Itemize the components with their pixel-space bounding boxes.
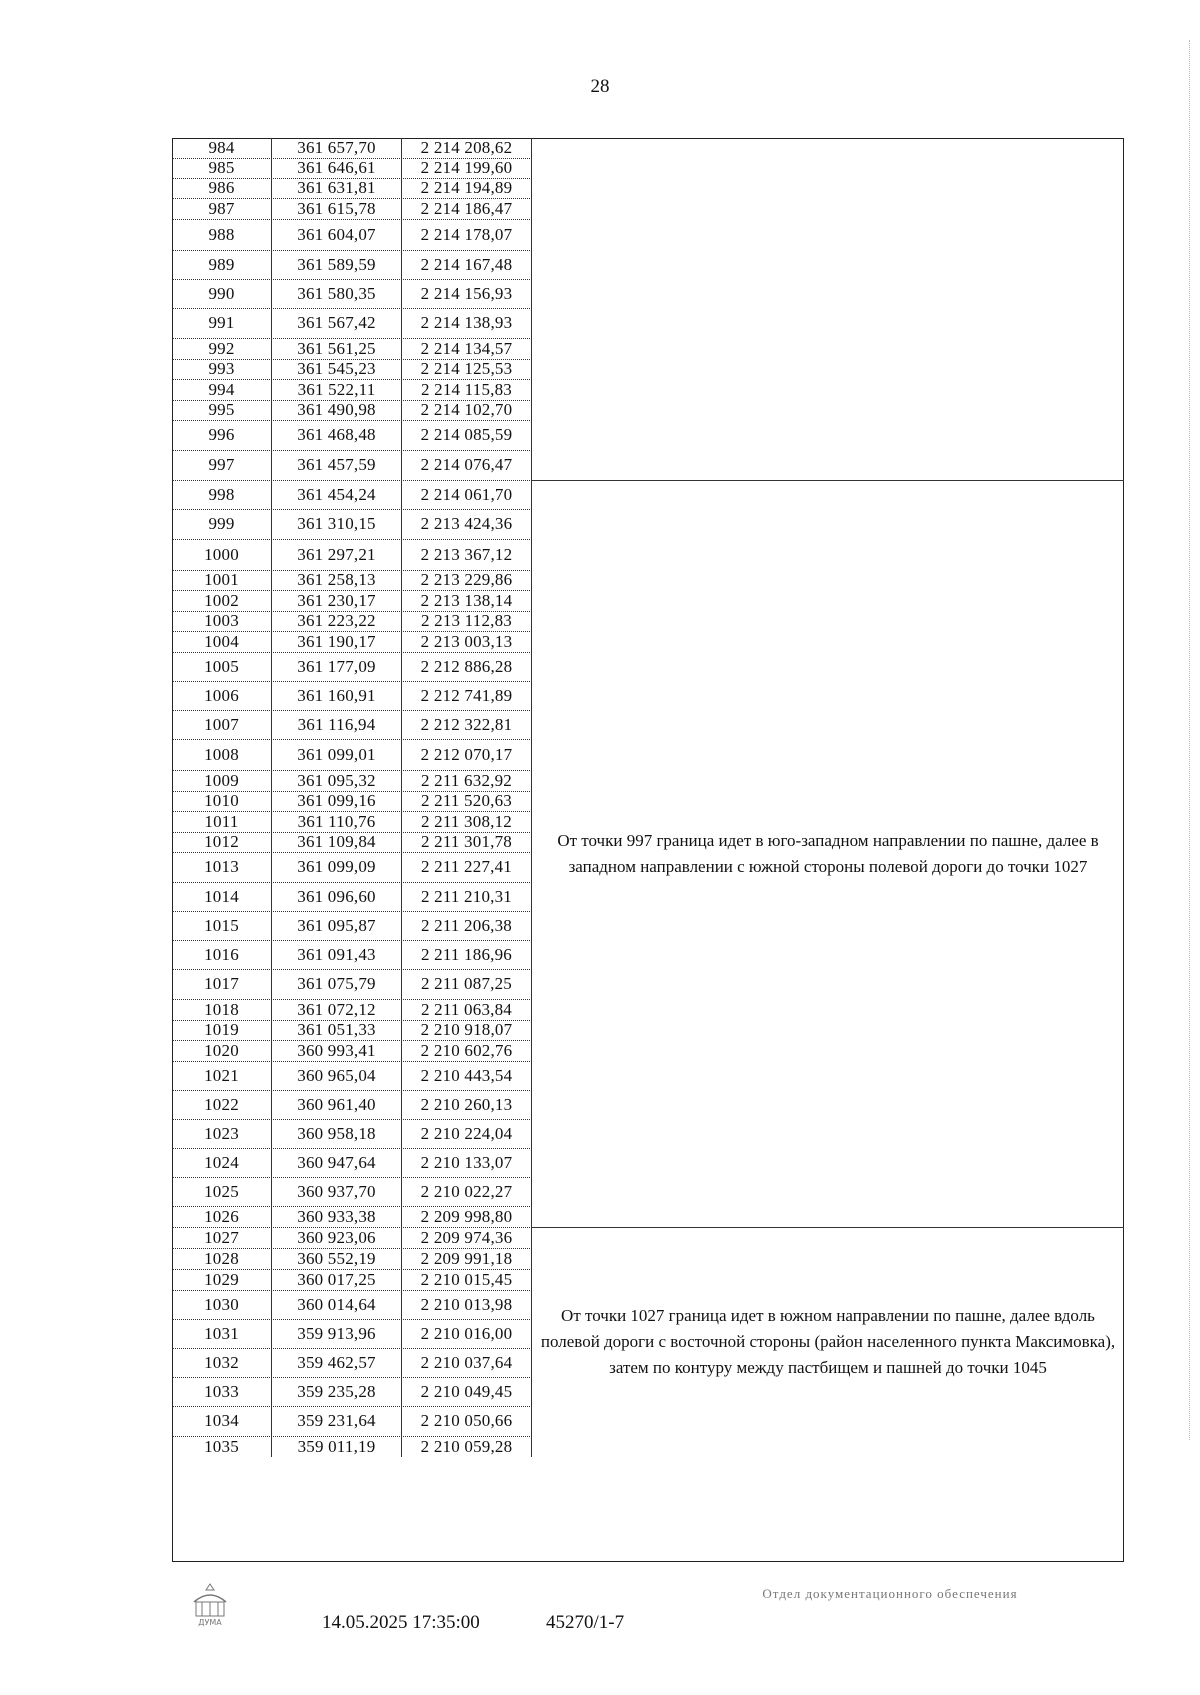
- table-row: [172, 631, 532, 652]
- x-coordinate-cell: 361 110,76: [272, 811, 402, 832]
- table-row: [172, 940, 532, 969]
- table-row: [172, 1061, 532, 1090]
- x-coordinate-cell: 360 965,04: [272, 1061, 402, 1090]
- y-coordinate-cell: 2 214 186,47: [402, 198, 532, 219]
- table-row: [172, 911, 532, 940]
- point-number-cell: 1034: [172, 1406, 272, 1436]
- table-row: [172, 1177, 532, 1206]
- boundary-description: От точки 1027 граница идет в южном направлении по пашне, далее вдоль полевой дороги с восточной стороны (район населенного пункта Максимовка), затем по контуру между пастбищем и пашней до точки 1045: [540, 1306, 1116, 1377]
- point-number-cell: 1006: [172, 681, 272, 710]
- y-coordinate-cell: 2 214 194,89: [402, 178, 532, 198]
- point-number-cell: 993: [172, 359, 272, 379]
- point-number-cell: 989: [172, 250, 272, 279]
- y-coordinate-cell: 2 214 156,93: [402, 279, 532, 308]
- table-row: [172, 811, 532, 832]
- x-coordinate-cell: 361 567,42: [272, 308, 402, 338]
- y-coordinate-cell: 2 212 070,17: [402, 739, 532, 770]
- x-coordinate-cell: 361 580,35: [272, 279, 402, 308]
- y-coordinate-cell: 2 211 301,78: [402, 832, 532, 852]
- x-coordinate-cell: 361 454,24: [272, 480, 402, 509]
- x-coordinate-cell: 361 099,09: [272, 852, 402, 882]
- point-number-cell: 996: [172, 420, 272, 450]
- point-number-cell: 1024: [172, 1148, 272, 1177]
- table-row: [172, 652, 532, 681]
- table-row: [172, 138, 532, 158]
- y-coordinate-cell: 2 211 632,92: [402, 770, 532, 791]
- x-coordinate-cell: 361 116,94: [272, 710, 402, 739]
- x-coordinate-cell: 361 631,81: [272, 178, 402, 198]
- point-number-cell: 1005: [172, 652, 272, 681]
- x-coordinate-cell: 361 561,25: [272, 338, 402, 359]
- point-number-cell: 1021: [172, 1061, 272, 1090]
- x-coordinate-cell: 359 235,28: [272, 1377, 402, 1406]
- point-number-cell: 1011: [172, 811, 272, 832]
- table-row: [172, 279, 532, 308]
- point-number-cell: 1023: [172, 1119, 272, 1148]
- point-number-cell: 1035: [172, 1436, 272, 1457]
- point-number-cell: 1012: [172, 832, 272, 852]
- x-coordinate-cell: 361 190,17: [272, 631, 402, 652]
- x-coordinate-cell: 360 552,19: [272, 1248, 402, 1269]
- x-coordinate-cell: 361 051,33: [272, 1020, 402, 1040]
- table-row: [172, 420, 532, 450]
- x-coordinate-cell: 360 961,40: [272, 1090, 402, 1119]
- y-coordinate-cell: 2 209 998,80: [402, 1206, 532, 1227]
- point-number-cell: 999: [172, 509, 272, 539]
- x-coordinate-cell: 359 011,19: [272, 1436, 402, 1457]
- point-number-cell: 1030: [172, 1290, 272, 1319]
- y-coordinate-cell: 2 213 112,83: [402, 611, 532, 631]
- x-coordinate-cell: 360 947,64: [272, 1148, 402, 1177]
- point-number-cell: 1029: [172, 1269, 272, 1290]
- point-number-cell: 1025: [172, 1177, 272, 1206]
- y-coordinate-cell: 2 214 208,62: [402, 138, 532, 158]
- y-coordinate-cell: 2 210 049,45: [402, 1377, 532, 1406]
- table-row: [172, 450, 532, 480]
- table-row: [172, 219, 532, 250]
- table-row: [172, 539, 532, 570]
- point-number-cell: 1031: [172, 1319, 272, 1348]
- x-coordinate-cell: 361 099,01: [272, 739, 402, 770]
- x-coordinate-cell: 360 017,25: [272, 1269, 402, 1290]
- table-row: [172, 1040, 532, 1061]
- y-coordinate-cell: 2 214 125,53: [402, 359, 532, 379]
- table-row: [172, 178, 532, 198]
- point-number-cell: 1014: [172, 882, 272, 911]
- y-coordinate-cell: 2 213 003,13: [402, 631, 532, 652]
- y-coordinate-cell: 2 210 224,04: [402, 1119, 532, 1148]
- table-row: [172, 590, 532, 611]
- x-coordinate-cell: 361 310,15: [272, 509, 402, 539]
- x-coordinate-cell: 361 109,84: [272, 832, 402, 852]
- x-coordinate-cell: 361 095,87: [272, 911, 402, 940]
- description-divider: [532, 1227, 1124, 1228]
- x-coordinate-cell: 360 014,64: [272, 1290, 402, 1319]
- point-number-cell: 1007: [172, 710, 272, 739]
- y-coordinate-cell: 2 213 367,12: [402, 539, 532, 570]
- y-coordinate-cell: 2 214 134,57: [402, 338, 532, 359]
- x-coordinate-cell: 361 589,59: [272, 250, 402, 279]
- table-row: [172, 1148, 532, 1177]
- x-coordinate-cell: 361 160,91: [272, 681, 402, 710]
- x-coordinate-cell: 359 231,64: [272, 1406, 402, 1436]
- table-row: [172, 1348, 532, 1377]
- y-coordinate-cell: 2 211 206,38: [402, 911, 532, 940]
- point-number-cell: 1033: [172, 1377, 272, 1406]
- x-coordinate-cell: 361 468,48: [272, 420, 402, 450]
- y-coordinate-cell: 2 210 260,13: [402, 1090, 532, 1119]
- x-coordinate-cell: 361 522,11: [272, 379, 402, 400]
- table-row: [172, 969, 532, 999]
- y-coordinate-cell: 2 210 133,07: [402, 1148, 532, 1177]
- x-coordinate-cell: 361 297,21: [272, 539, 402, 570]
- y-coordinate-cell: 2 214 076,47: [402, 450, 532, 480]
- x-coordinate-cell: 361 096,60: [272, 882, 402, 911]
- y-coordinate-cell: 2 212 886,28: [402, 652, 532, 681]
- y-coordinate-cell: 2 214 178,07: [402, 219, 532, 250]
- table-row: [172, 1290, 532, 1319]
- y-coordinate-cell: 2 210 059,28: [402, 1436, 532, 1457]
- x-coordinate-cell: 361 615,78: [272, 198, 402, 219]
- point-number-cell: 1018: [172, 999, 272, 1020]
- table-row: [172, 1119, 532, 1148]
- x-coordinate-cell: 361 099,16: [272, 791, 402, 811]
- x-coordinate-cell: 361 657,70: [272, 138, 402, 158]
- boundary-description: От точки 997 граница идет в юго-западном направлении по пашне, далее в западном направлении с южной стороны полевой дороги до точки 1027: [557, 830, 1099, 876]
- x-coordinate-cell: 360 923,06: [272, 1227, 402, 1248]
- point-number-cell: 994: [172, 379, 272, 400]
- y-coordinate-cell: 2 210 050,66: [402, 1406, 532, 1436]
- table-row: [172, 1248, 532, 1269]
- page-number: 28: [590, 76, 610, 97]
- x-coordinate-cell: 361 258,13: [272, 570, 402, 590]
- y-coordinate-cell: 2 209 991,18: [402, 1248, 532, 1269]
- point-number-cell: 1020: [172, 1040, 272, 1061]
- y-coordinate-cell: 2 211 087,25: [402, 969, 532, 999]
- x-coordinate-cell: 359 462,57: [272, 1348, 402, 1377]
- point-number-cell: 1032: [172, 1348, 272, 1377]
- y-coordinate-cell: 2 210 602,76: [402, 1040, 532, 1061]
- table-row: [172, 338, 532, 359]
- document-number: 45270/1-7: [546, 1612, 625, 1633]
- point-number-cell: 995: [172, 400, 272, 420]
- table-row: [172, 999, 532, 1020]
- y-coordinate-cell: 2 210 016,00: [402, 1319, 532, 1348]
- point-number-cell: 1015: [172, 911, 272, 940]
- table-row: [172, 710, 532, 739]
- table-row: [172, 359, 532, 379]
- x-coordinate-cell: 361 075,79: [272, 969, 402, 999]
- point-number-cell: 985: [172, 158, 272, 178]
- y-coordinate-cell: 2 214 115,83: [402, 379, 532, 400]
- x-coordinate-cell: 361 177,09: [272, 652, 402, 681]
- point-number-cell: 1002: [172, 590, 272, 611]
- scan-edge-marks: [1189, 40, 1194, 1440]
- table-row: [172, 1436, 532, 1457]
- table-row: [172, 509, 532, 539]
- table-row: [172, 379, 532, 400]
- table-row: [172, 198, 532, 219]
- point-number-cell: 991: [172, 308, 272, 338]
- point-number-cell: 992: [172, 338, 272, 359]
- point-number-cell: 1016: [172, 940, 272, 969]
- y-coordinate-cell: 2 212 741,89: [402, 681, 532, 710]
- x-coordinate-cell: 361 545,23: [272, 359, 402, 379]
- y-coordinate-cell: 2 211 186,96: [402, 940, 532, 969]
- x-coordinate-cell: 361 230,17: [272, 590, 402, 611]
- point-number-cell: 1026: [172, 1206, 272, 1227]
- point-number-cell: 986: [172, 178, 272, 198]
- boundary-description: [532, 138, 1124, 480]
- x-coordinate-cell: 360 993,41: [272, 1040, 402, 1061]
- y-coordinate-cell: 2 212 322,81: [402, 710, 532, 739]
- table-row: [172, 852, 532, 882]
- table-row: [172, 1227, 532, 1248]
- emblem-stamp-icon: [188, 1580, 232, 1628]
- point-number-cell: 1017: [172, 969, 272, 999]
- point-number-cell: 997: [172, 450, 272, 480]
- x-coordinate-cell: 361 646,61: [272, 158, 402, 178]
- description-divider: [532, 480, 1124, 481]
- table-row: [172, 480, 532, 509]
- x-coordinate-cell: 361 604,07: [272, 219, 402, 250]
- y-coordinate-cell: 2 210 013,98: [402, 1290, 532, 1319]
- x-coordinate-cell: 360 958,18: [272, 1119, 402, 1148]
- y-coordinate-cell: 2 210 037,64: [402, 1348, 532, 1377]
- table-row: [172, 400, 532, 420]
- point-number-cell: 998: [172, 480, 272, 509]
- x-coordinate-cell: 361 091,43: [272, 940, 402, 969]
- point-number-cell: 1008: [172, 739, 272, 770]
- y-coordinate-cell: 2 211 520,63: [402, 791, 532, 811]
- table-row: [172, 832, 532, 852]
- y-coordinate-cell: 2 210 918,07: [402, 1020, 532, 1040]
- y-coordinate-cell: 2 213 229,86: [402, 570, 532, 590]
- point-number-cell: 1003: [172, 611, 272, 631]
- table-row: [172, 739, 532, 770]
- print-timestamp: 14.05.2025 17:35:00: [322, 1612, 480, 1633]
- y-coordinate-cell: 2 214 102,70: [402, 400, 532, 420]
- table-row: [172, 1090, 532, 1119]
- y-coordinate-cell: 2 211 063,84: [402, 999, 532, 1020]
- y-coordinate-cell: 2 211 210,31: [402, 882, 532, 911]
- point-number-cell: 1009: [172, 770, 272, 791]
- x-coordinate-cell: 361 072,12: [272, 999, 402, 1020]
- y-coordinate-cell: 2 214 199,60: [402, 158, 532, 178]
- x-coordinate-cell: 361 095,32: [272, 770, 402, 791]
- table-row: [172, 1020, 532, 1040]
- table-row: [172, 681, 532, 710]
- table-row: [172, 791, 532, 811]
- x-coordinate-cell: 361 223,22: [272, 611, 402, 631]
- table-row: [172, 770, 532, 791]
- point-number-cell: 1022: [172, 1090, 272, 1119]
- table-row: [172, 1406, 532, 1436]
- point-number-cell: 1028: [172, 1248, 272, 1269]
- point-number-cell: 984: [172, 138, 272, 158]
- y-coordinate-cell: 2 211 308,12: [402, 811, 532, 832]
- table-row: [172, 308, 532, 338]
- svg-text:ДУМА: ДУМА: [198, 1618, 222, 1627]
- x-coordinate-cell: 360 933,38: [272, 1206, 402, 1227]
- point-number-cell: 1001: [172, 570, 272, 590]
- x-coordinate-cell: 361 490,98: [272, 400, 402, 420]
- table-row: [172, 1377, 532, 1406]
- point-number-cell: 1027: [172, 1227, 272, 1248]
- table-row: [172, 570, 532, 590]
- table-row: [172, 1269, 532, 1290]
- x-coordinate-cell: 360 937,70: [272, 1177, 402, 1206]
- table-row: [172, 158, 532, 178]
- x-coordinate-cell: 361 457,59: [272, 450, 402, 480]
- y-coordinate-cell: 2 213 424,36: [402, 509, 532, 539]
- y-coordinate-cell: 2 214 167,48: [402, 250, 532, 279]
- point-number-cell: 988: [172, 219, 272, 250]
- point-number-cell: 1019: [172, 1020, 272, 1040]
- y-coordinate-cell: 2 214 138,93: [402, 308, 532, 338]
- x-coordinate-cell: 359 913,96: [272, 1319, 402, 1348]
- point-number-cell: 990: [172, 279, 272, 308]
- y-coordinate-cell: 2 211 227,41: [402, 852, 532, 882]
- y-coordinate-cell: 2 209 974,36: [402, 1227, 532, 1248]
- y-coordinate-cell: 2 210 443,54: [402, 1061, 532, 1090]
- point-number-cell: 987: [172, 198, 272, 219]
- y-coordinate-cell: 2 214 061,70: [402, 480, 532, 509]
- y-coordinate-cell: 2 213 138,14: [402, 590, 532, 611]
- point-number-cell: 1013: [172, 852, 272, 882]
- table-row: [172, 882, 532, 911]
- point-number-cell: 1004: [172, 631, 272, 652]
- y-coordinate-cell: 2 210 022,27: [402, 1177, 532, 1206]
- y-coordinate-cell: 2 214 085,59: [402, 420, 532, 450]
- department-stamp: Отдел документационного обеспечения: [762, 1586, 1018, 1601]
- point-number-cell: 1000: [172, 539, 272, 570]
- table-row: [172, 1206, 532, 1227]
- table-row: [172, 1319, 532, 1348]
- point-number-cell: 1010: [172, 791, 272, 811]
- table-row: [172, 250, 532, 279]
- y-coordinate-cell: 2 210 015,45: [402, 1269, 532, 1290]
- table-row: [172, 611, 532, 631]
